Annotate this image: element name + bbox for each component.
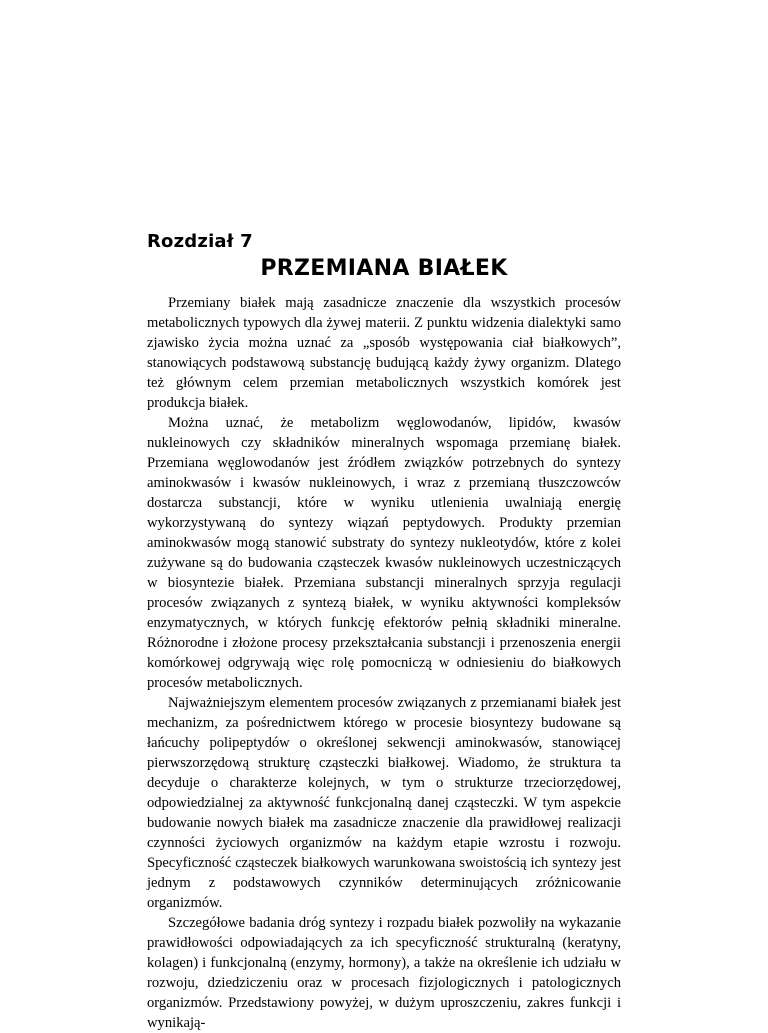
paragraph: Najważniejszym elementem procesów związanych z przemianami białek jest mechanizm, za pośrednictwem którego w procesie biosyntezy budowane są łańcuchy polipeptydów o określonej sekwencji aminokwasów, stanowiącej pierwszorzędową strukturę cząsteczki białkowej. Wiadomo, że struktura ta decyduje o charakterze kolejnych, w tym o strukturze trzeciorzędowej, odpowiedzialnej za aktywność funkcjonalną danej cząsteczki. W tym aspekcie budowanie nowych białek ma zasadnicze znaczenie dla prawidłowej realizacji czynności życiowych organizmów na każdym etapie wzrostu i rozwoju. Specyficzność cząsteczek białkowych warunkowana swoistością ich syntezy jest jednym z podstawowych czynników determinujących zróżnicowanie organizmów. [147, 695, 621, 911]
paragraph: Szczegółowe badania dróg syntezy i rozpadu białek pozwoliły na wykazanie prawidłowości odpowiadających za ich specyficzność strukturalną (keratyny, kolagen) i funkcjonalną (enzymy, hormony), a także na określenie ich udziału w rozwoju, dziedziczeniu oraz w procesach fizjologicznych i patologicznych organizmów. Przedstawiony powyżej, w dużym uproszczeniu, zakres funkcji i wynikają- [147, 915, 621, 1031]
chapter-label: Rozdział 7 [147, 231, 253, 252]
chapter-title: PRZEMIANA BIAŁEK [260, 256, 508, 281]
chapter-body [147, 293, 621, 1033]
paragraph: Przemiany białek mają zasadnicze znaczenie dla wszystkich procesów metabolicznych typowych dla żywej materii. Z punktu widzenia dialektyki samo zjawisko życia można uznać za „sposób występowania ciał białkowych”, stanowiących podstawową substancję budującą każdy żywy organizm. Dlatego też głównym celem przemian metabolicznych wszystkich komórek jest produkcja białek. [147, 295, 621, 411]
paragraph: Można uznać, że metabolizm węglowodanów, lipidów, kwasów nukleinowych czy składników mineralnych wspomaga przemianę białek. Przemiana węglowodanów jest źródłem związków potrzebnych do syntezy aminokwasów i kwasów nukleinowych, i wraz z przemianą tłuszczowców dostarcza substancji, które w wyniku utlenienia uwalniają energię wykorzystywaną do syntezy wiązań peptydowych. Produkty przemian aminokwasów mogą stanowić substraty do syntezy nukleotydów, które z kolei zużywane są do budowania cząsteczek kwasów nukleinowych uczestniczących w biosyntezie białek. Przemiana substancji mineralnych sprzyja regulacji procesów związanych z syntezą białek, w wyniku aktywności kompleksów enzymatycznych, w których funkcję efektorów pełnią składniki mineralne. Różnorodne i złożone procesy przekształcania substancji i przenoszenia energii komórkowej odgrywają więc rolę pomocniczą w odniesieniu do białkowych procesów metabolicznych. [147, 415, 621, 691]
